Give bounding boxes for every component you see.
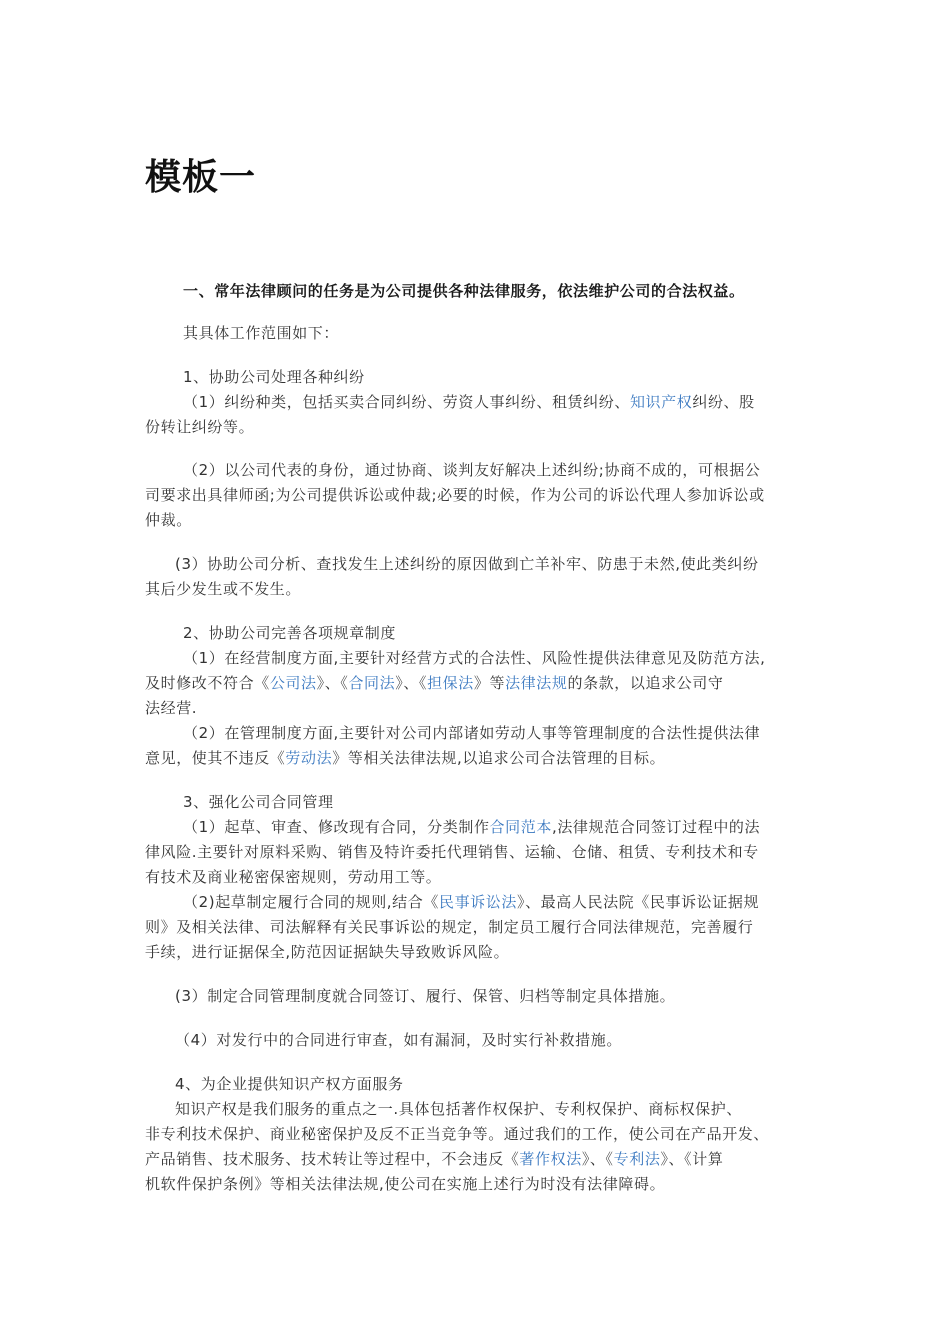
- text-segment: 》等相关法律法规,以追求公司合法管理的目标。: [332, 749, 666, 767]
- text-segment: 4、为企业提供知识产权方面服务: [175, 1075, 404, 1093]
- text-line: [145, 986, 845, 1006]
- text-line: [145, 1174, 815, 1194]
- text-line: [145, 392, 853, 412]
- text-segment: 知识产权是我们服务的重点之一.具体包括著作权保护、专利权保护、商标权保护、: [175, 1100, 742, 1118]
- text-segment: 律风险.主要针对原料采购、销售及特许委托代理销售、运输、仓储、租赁、专利技术和专: [145, 843, 759, 861]
- text-line: [145, 723, 853, 743]
- text-segment: 一、常年法律顾问的任务是为公司提供各种法律服务，依法维护公司的合法权益。: [183, 282, 745, 300]
- text-line: [145, 485, 815, 505]
- text-segment: 及时修改不符合《: [145, 674, 270, 692]
- text-segment: 》、《计算: [660, 1150, 724, 1168]
- text-line: [145, 842, 815, 862]
- text-line: [145, 1124, 815, 1144]
- text-segment: （1）起草、审查、修改现有合同，分类制作: [183, 818, 490, 836]
- text-line: [145, 673, 815, 693]
- text-segment: 的条款，以追求公司守: [567, 674, 724, 692]
- text-segment: 有技术及商业秘密保密规则，劳动用工等。: [145, 868, 442, 886]
- text-segment: (3）制定合同管理制度就合同签订、履行、保管、归档等制定具体措施。: [175, 987, 676, 1005]
- text-line: [145, 698, 815, 718]
- law-link[interactable]: 劳动法: [285, 749, 333, 767]
- text-line: [145, 1030, 845, 1050]
- text-segment: 手续，进行证据保全,防范因证据缺失导致败诉风险。: [145, 943, 510, 961]
- law-link[interactable]: 著作权法: [519, 1150, 582, 1168]
- text-segment: 其后少发生或不发生。: [145, 580, 302, 598]
- text-segment: 产品销售、技术服务、技术转让等过程中，不会违反《: [145, 1150, 520, 1168]
- text-segment: 1、协助公司处理各种纠纷: [183, 368, 365, 386]
- text-line: [145, 892, 853, 912]
- law-link[interactable]: 合同法: [348, 674, 396, 692]
- text-segment: （1）纠纷种类，包括买卖合同纠纷、劳资人事纠纷、租赁纠纷、: [183, 393, 630, 411]
- text-segment: （4）对发行中的合同进行审查，如有漏洞，及时实行补救措施。: [175, 1031, 622, 1049]
- text-segment: 》、《: [316, 674, 349, 692]
- text-segment: （2）在管理制度方面,主要针对公司内部诸如劳动人事等管理制度的合法性提供法律: [183, 724, 761, 742]
- text-segment: （2)起草制定履行合同的规则,结合《: [183, 893, 439, 911]
- text-line: [145, 867, 815, 887]
- law-link[interactable]: 合同范本: [489, 818, 552, 836]
- text-line: [145, 917, 815, 937]
- text-segment: 非专利技术保护、商业秘密保护及反不正当竞争等。通过我们的工作，使公司在产品开发、: [145, 1125, 770, 1143]
- section-heading: [145, 281, 853, 301]
- text-line: [145, 942, 815, 962]
- text-segment: 份转让纠纷等。: [145, 418, 255, 436]
- text-line: [145, 1149, 815, 1169]
- text-line: [145, 623, 853, 643]
- page-title: 模板一: [145, 157, 257, 198]
- law-link[interactable]: 民事诉讼法: [438, 893, 517, 911]
- text-segment: 》、最高人民法院《民事诉讼证据规: [516, 893, 760, 911]
- text-line: [145, 648, 853, 668]
- text-segment: 机软件保护条例》等相关法律法规,使公司在实施上述行为时没有法律障碍。: [145, 1175, 666, 1193]
- text-line: [145, 554, 845, 574]
- text-segment: 纠纷、股: [692, 393, 755, 411]
- text-line: [145, 792, 853, 812]
- text-line: [145, 417, 815, 437]
- text-segment: 3、强化公司合同管理: [183, 793, 334, 811]
- text-line: [145, 579, 815, 599]
- text-segment: 》、《: [581, 1150, 614, 1168]
- text-segment: 法经营.: [145, 699, 198, 717]
- text-segment: （1）在经营制度方面,主要针对经营方式的合法性、风险性提供法律意见及防范方法,: [183, 649, 766, 667]
- text-segment: (3）协助公司分析、查找发生上述纠纷的原因做到亡羊补牢、防患于未然,使此类纠纷: [175, 555, 759, 573]
- text-line: [145, 367, 853, 387]
- text-line: [145, 460, 853, 480]
- text-segment: ,法律规范合同签订过程中的法: [551, 818, 761, 836]
- text-segment: 意见，使其不违反《: [145, 749, 286, 767]
- law-link[interactable]: 担保法: [427, 674, 474, 692]
- law-link[interactable]: 知识产权: [629, 393, 693, 411]
- law-link[interactable]: 专利法: [613, 1150, 661, 1168]
- text-segment: （2）以公司代表的身份，通过协商、谈判友好解决上述纠纷;协商不成的，可根据公: [183, 461, 761, 479]
- text-segment: 其具体工作范围如下：: [183, 324, 340, 342]
- text-line: [145, 510, 815, 530]
- text-segment: 司要求出具律师函;为公司提供诉讼或仲裁;必要的时候，作为公司的诉讼代理人参加诉讼或: [145, 486, 765, 504]
- text-line: [145, 817, 853, 837]
- text-line: [145, 323, 853, 343]
- text-line: [145, 1099, 845, 1119]
- law-link[interactable]: 公司法: [269, 674, 317, 692]
- law-link[interactable]: 法律法规: [505, 674, 568, 692]
- text-segment: 》、《: [395, 674, 428, 692]
- text-line: [145, 1074, 845, 1094]
- text-segment: 2、协助公司完善各项规章制度: [183, 624, 396, 642]
- text-segment: 则》及相关法律、司法解释有关民事诉讼的规定，制定员工履行合同法律规范，完善履行: [145, 918, 754, 936]
- text-line: [145, 748, 815, 768]
- text-segment: 仲裁。: [145, 511, 192, 529]
- text-segment: 》等: [473, 674, 506, 692]
